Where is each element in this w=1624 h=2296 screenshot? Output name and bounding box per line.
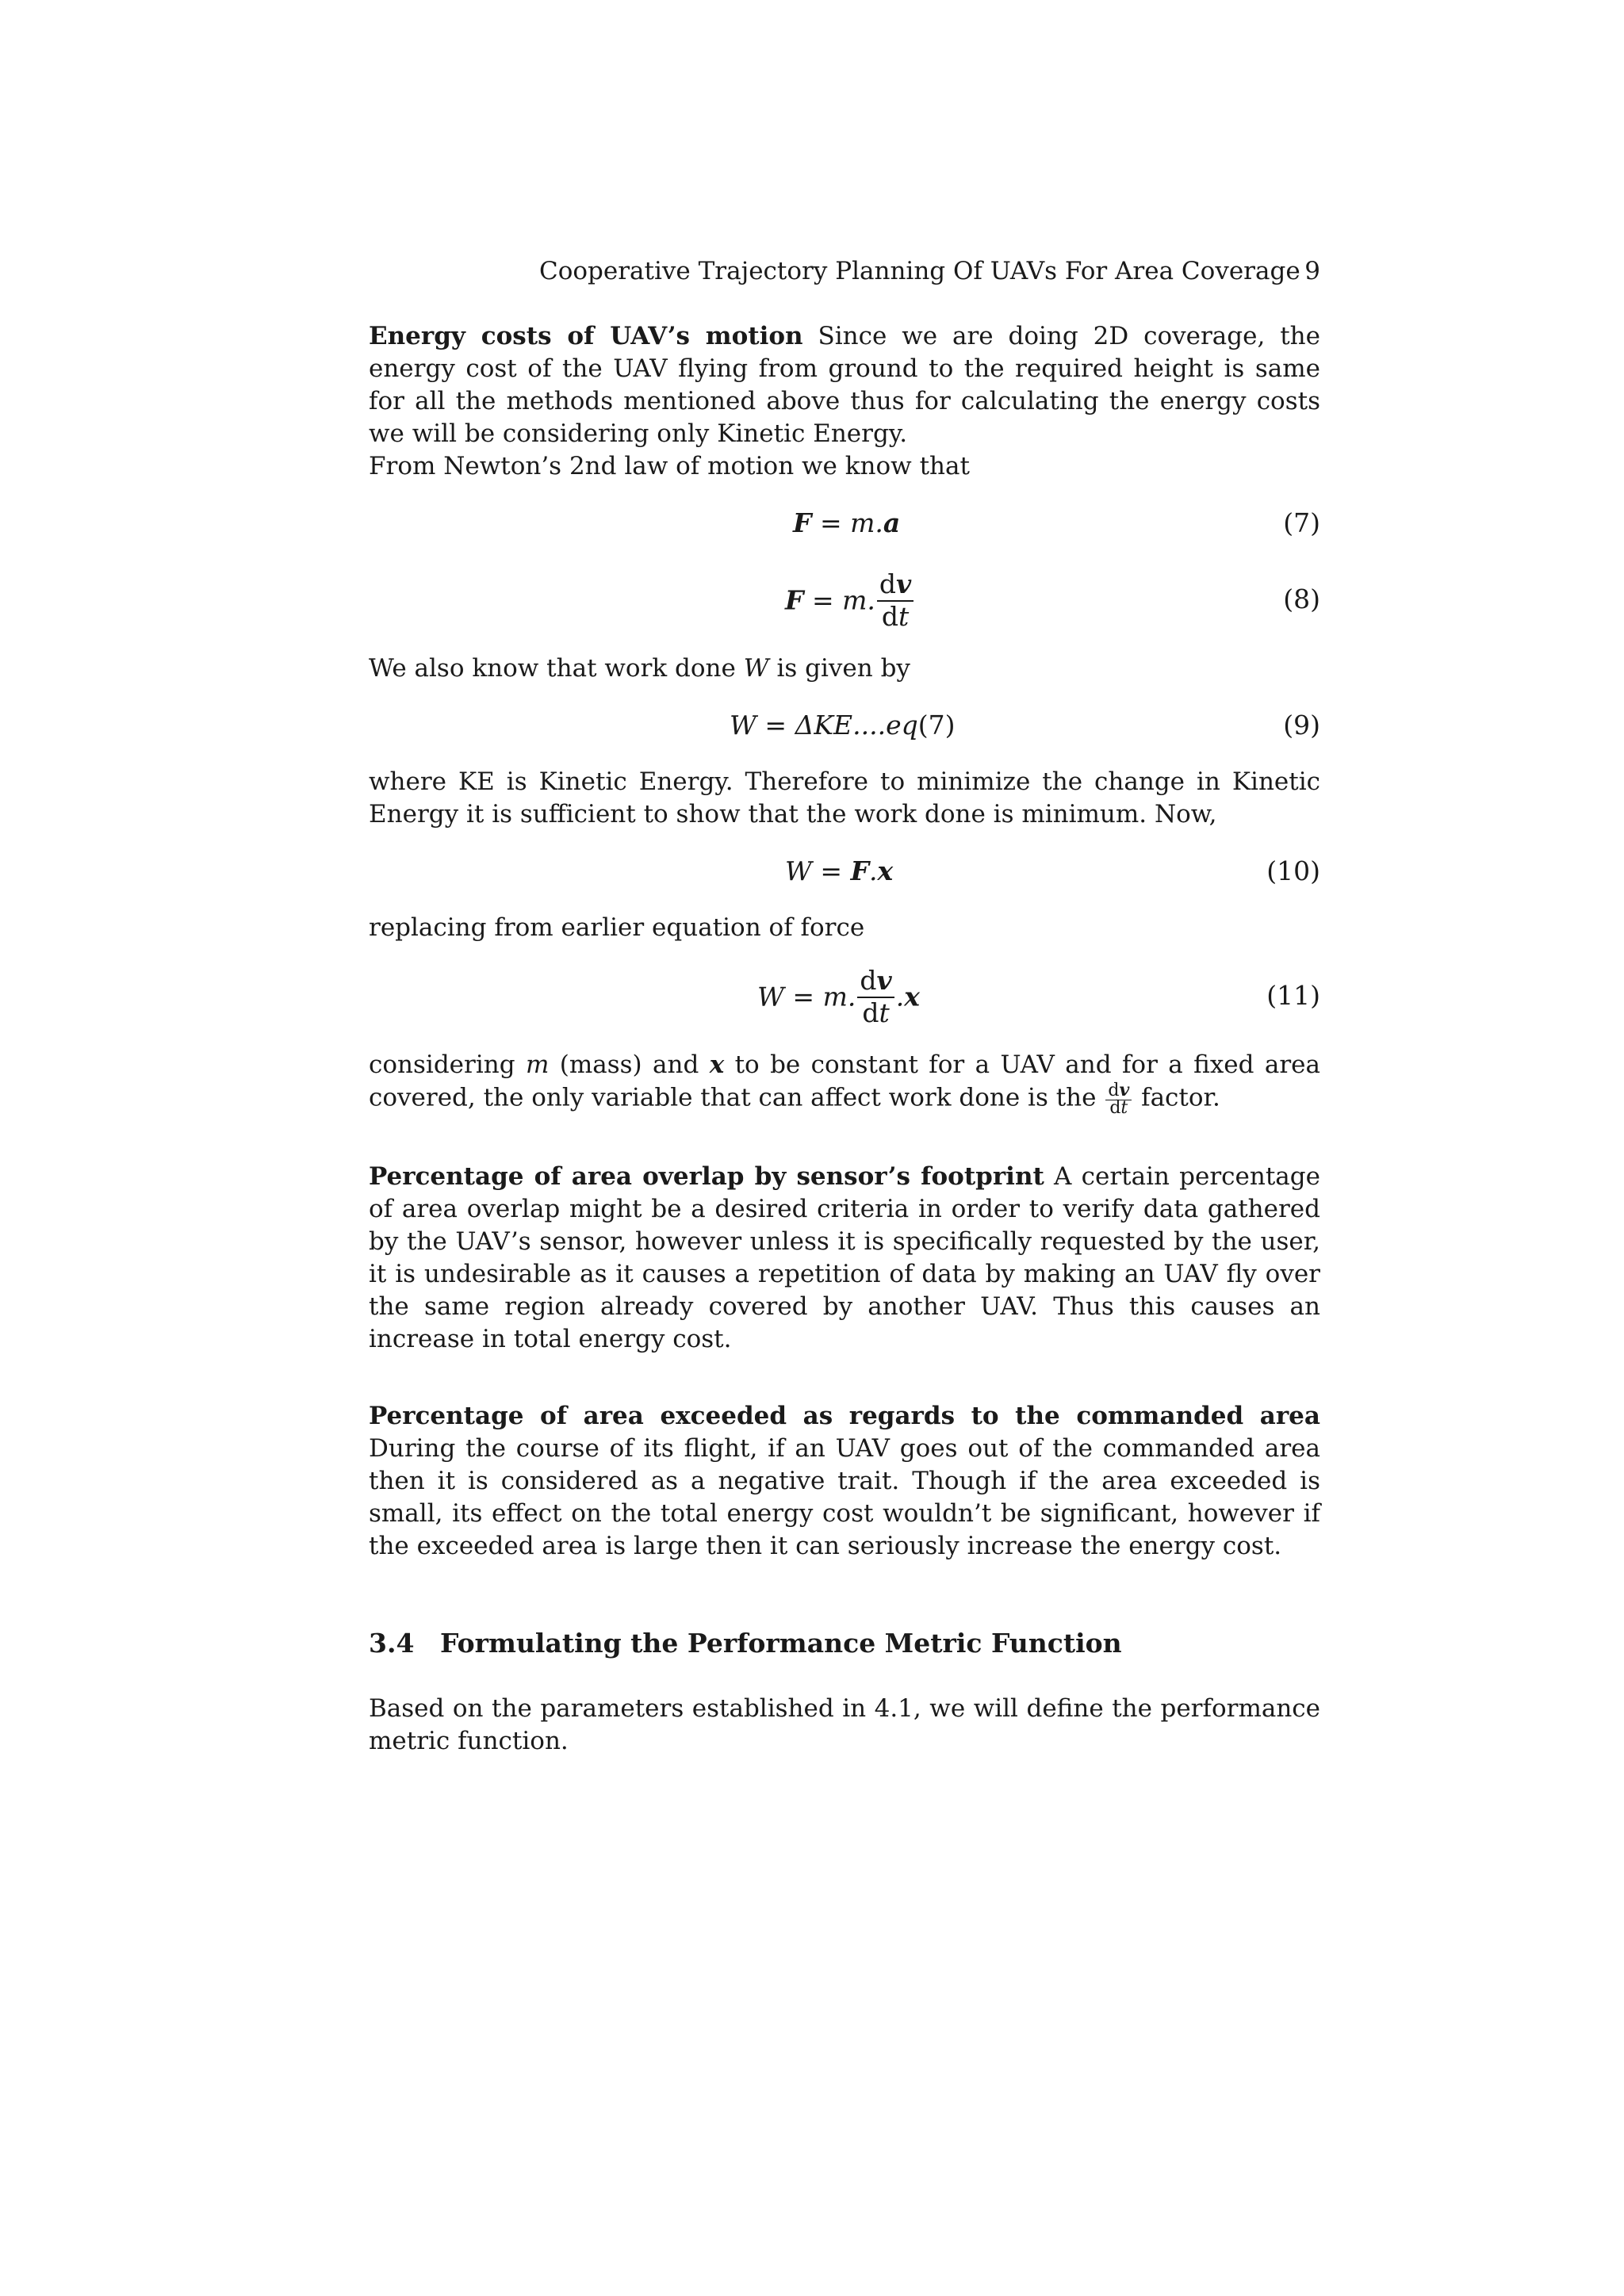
equation-7-number: (7) bbox=[1283, 507, 1320, 538]
exceeded-heading: Percentage of area exceeded as regards to the commanded area bbox=[369, 1402, 1320, 1430]
energy-heading: Energy costs of UAV’s motion bbox=[369, 322, 803, 350]
overlap-text: A certain percentage of area overlap might be a desired criteria in order to verify data gathered by the UAV’s sensor, however unless it is specifically requested by the user, it is undesirable as it causes a repetition of data by making an UAV fly over the same region already covered by another UAV. Thus this causes an increase in total energy cost. bbox=[369, 1162, 1320, 1353]
considering-pre: considering bbox=[369, 1050, 515, 1079]
exceeded-text: During the course of its flight, if an UAV goes out of the commanded area then it is considered as a negative trait. Though if the area exceeded is small, its effect on the total energy cost wouldn’t be significant, however if the exceeded area is large then it can seriously increase the energy cost. bbox=[369, 1434, 1320, 1560]
x-variable: x bbox=[709, 1050, 725, 1079]
section-number: 3.4 bbox=[369, 1628, 415, 1659]
work-variable: W bbox=[743, 654, 769, 683]
equation-7 bbox=[369, 500, 1320, 548]
energy-paragraph bbox=[369, 320, 1320, 483]
equation-9-number: (9) bbox=[1283, 710, 1320, 740]
considering-end: factor. bbox=[1141, 1083, 1220, 1112]
equation-11 bbox=[369, 962, 1320, 1033]
considering-paragraph bbox=[369, 1049, 1320, 1116]
section-heading bbox=[369, 1626, 1320, 1661]
considering-post: to be constant for a UAV and for a fixed area covered, the only variable that can affect work done is the bbox=[369, 1050, 1321, 1112]
equation-9 bbox=[369, 702, 1320, 750]
running-title: Cooperative Trajectory Planning Of UAVs For Area Coverage bbox=[539, 257, 1300, 285]
equation-11-expression: W = m. $\frac{dv}{dt}$ .x bbox=[757, 965, 920, 1028]
dv-dt-fraction: $\frac{dv}{dt}$ bbox=[877, 568, 914, 632]
newton-line: From Newton’s 2nd law of motion we know that bbox=[369, 452, 970, 480]
overlap-heading: Percentage of area overlap by sensor’s footprint bbox=[369, 1162, 1044, 1191]
equation-7-expression: F = m.a bbox=[793, 507, 901, 538]
overlap-paragraph bbox=[369, 1161, 1320, 1356]
work-line-pre: We also know that work done bbox=[369, 654, 736, 683]
equation-10-number: (10) bbox=[1266, 855, 1320, 886]
running-header bbox=[369, 252, 1320, 290]
dv-dt-fraction-11: $\frac{dv}{dt}$ bbox=[857, 965, 894, 1028]
exceeded-paragraph bbox=[369, 1400, 1320, 1563]
work-line-post: is given by bbox=[776, 654, 910, 683]
equation-10-expression: W = F.x bbox=[785, 855, 894, 886]
equation-10 bbox=[369, 848, 1320, 896]
equation-11-number: (11) bbox=[1266, 980, 1320, 1011]
work-line bbox=[369, 652, 1320, 685]
page-number: 9 bbox=[1304, 257, 1320, 285]
mass-variable: m bbox=[525, 1050, 550, 1079]
equation-8 bbox=[369, 565, 1320, 637]
equation-9-expression: W = ΔKE....eq(7) bbox=[730, 710, 956, 740]
energy-intro: Since we are doing 2D coverage, the energy cost of the UAV flying from ground to the required height is same for all the methods mentioned above thus for calculating the energy costs we will be considering only Kinetic Energy. bbox=[369, 322, 1320, 448]
section-title: Formulating the Performance Metric Function bbox=[440, 1628, 1122, 1659]
ke-paragraph: where KE is Kinetic Energy. Therefore to minimize the change in Kinetic Energy it is sufficient to show that the work done is minimum. Now, bbox=[369, 767, 1320, 828]
equation-8-expression: F = m. $\frac{dv}{dt}$ bbox=[785, 568, 915, 632]
considering-mid: (mass) and bbox=[559, 1050, 699, 1079]
equation-8-number: (8) bbox=[1283, 584, 1320, 614]
replacing-line: replacing from earlier equation of force bbox=[369, 913, 865, 942]
section-paragraph: Based on the parameters established in 4.1, we will define the performance metric function. bbox=[369, 1694, 1320, 1755]
page-body bbox=[369, 320, 1320, 1758]
inline-dv-dt: $\frac{dv}{dt}$ bbox=[1105, 1081, 1132, 1116]
